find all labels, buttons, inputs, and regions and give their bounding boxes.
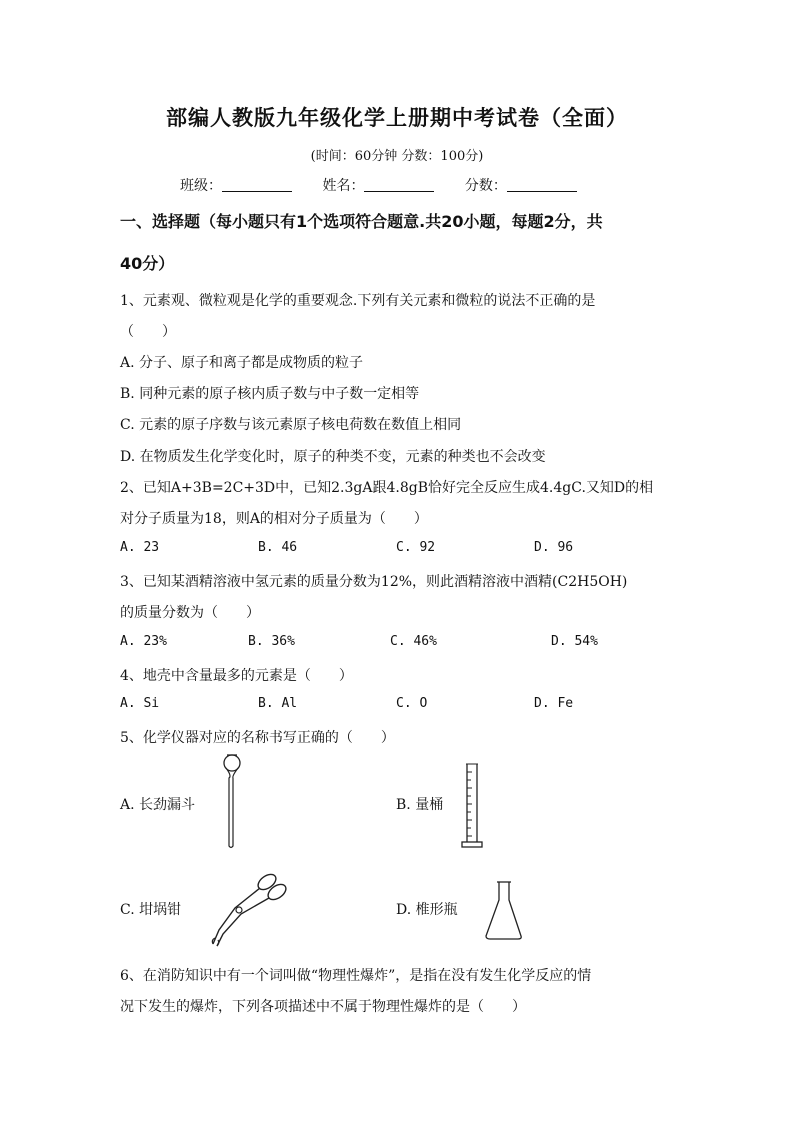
q2-stem-line2: 对分子质量为18，则A的相对分子质量为（ ）: [120, 511, 428, 527]
q5-option-b: B. 量桶: [396, 797, 444, 813]
score-field: [465, 175, 577, 195]
q5-option-c: C. 坩埚钳: [120, 902, 182, 918]
q3-stem-line1: 3、已知某酒精溶液中氢元素的质量分数为12%，则此酒精溶液中酒精(C2H5OH): [120, 574, 628, 590]
crucible-tongs-icon: [205, 870, 287, 948]
class-blank: [222, 178, 292, 192]
q4-option-a: A. Si: [120, 696, 160, 711]
q2-stem-line1: 2、已知A+3B=2C+3D中，已知2.3gA跟4.8gB恰好完全反应生成4.4gC.又知D的相: [120, 480, 654, 496]
q3-option-c: C. 46%: [390, 634, 437, 649]
class-label: 班级：: [180, 178, 222, 194]
q2-option-b: B. 46: [258, 540, 298, 555]
q3-stem-line2: 的质量分数为（ ）: [120, 605, 260, 621]
section-heading-line1: 一、选择题（每小题只有1个选项符合题意.共20小题，每题2分，共: [120, 212, 603, 231]
q5-option-a: A. 长劲漏斗: [120, 797, 196, 813]
q3-option-a: A. 23%: [120, 634, 167, 649]
q1-stem-line1: 1、元素观、微粒观是化学的重要观念.下列有关元素和微粒的说法不正确的是: [120, 293, 596, 309]
graduated-cylinder-icon: [460, 762, 486, 850]
q1-option-c: C. 元素的原子序数与该元素原子核电荷数在数值上相同: [120, 417, 462, 433]
score-blank: [507, 178, 577, 192]
page-title: 部编人教版九年级化学上册期中考试卷（全面）: [166, 106, 628, 130]
name-blank: [364, 178, 434, 192]
q6-stem-line1: 6、在消防知识中有一个词叫做“物理性爆炸”，是指在没有发生化学反应的情: [120, 968, 592, 984]
q5-stem: 5、化学仪器对应的名称书写正确的（ ）: [120, 730, 395, 746]
q4-option-d: D. Fe: [534, 696, 574, 711]
q5-option-d: D. 椎形瓶: [396, 902, 458, 918]
q1-option-a: A. 分子、原子和离子都是成物质的粒子: [120, 355, 364, 371]
class-field: [180, 175, 292, 195]
long-neck-funnel-icon: [218, 752, 246, 850]
q1-stem-line2: （ ）: [120, 324, 176, 340]
exam-time-score: (时间：60分钟 分数：100分): [310, 149, 484, 164]
q1-option-d: D. 在物质发生化学变化时，原子的种类不变，元素的种类也不会改变: [120, 449, 546, 465]
conical-flask-icon: [484, 880, 524, 942]
q2-option-a: A. 23: [120, 540, 160, 555]
student-info-row: [180, 175, 603, 195]
q6-stem-line2: 况下发生的爆炸，下列各项描述中不属于物理性爆炸的是（ ）: [120, 999, 526, 1015]
q2-option-c: C. 92: [396, 540, 436, 555]
q3-option-b: B. 36%: [248, 634, 295, 649]
q3-option-d: D. 54%: [551, 634, 598, 649]
score-label: 分数：: [464, 178, 507, 194]
name-field: [322, 175, 434, 195]
section-heading-line2: 40分）: [120, 254, 175, 273]
q2-option-d: D. 96: [534, 540, 574, 555]
q4-stem: 4、地壳中含量最多的元素是（ ）: [120, 668, 353, 684]
section-heading: [120, 201, 680, 285]
q4-option-b: B. Al: [258, 696, 298, 711]
name-label: 姓名：: [322, 178, 365, 194]
q1-option-b: B. 同种元素的原子核内质子数与中子数一定相等: [120, 386, 420, 402]
q4-option-c: C. O: [396, 696, 428, 711]
